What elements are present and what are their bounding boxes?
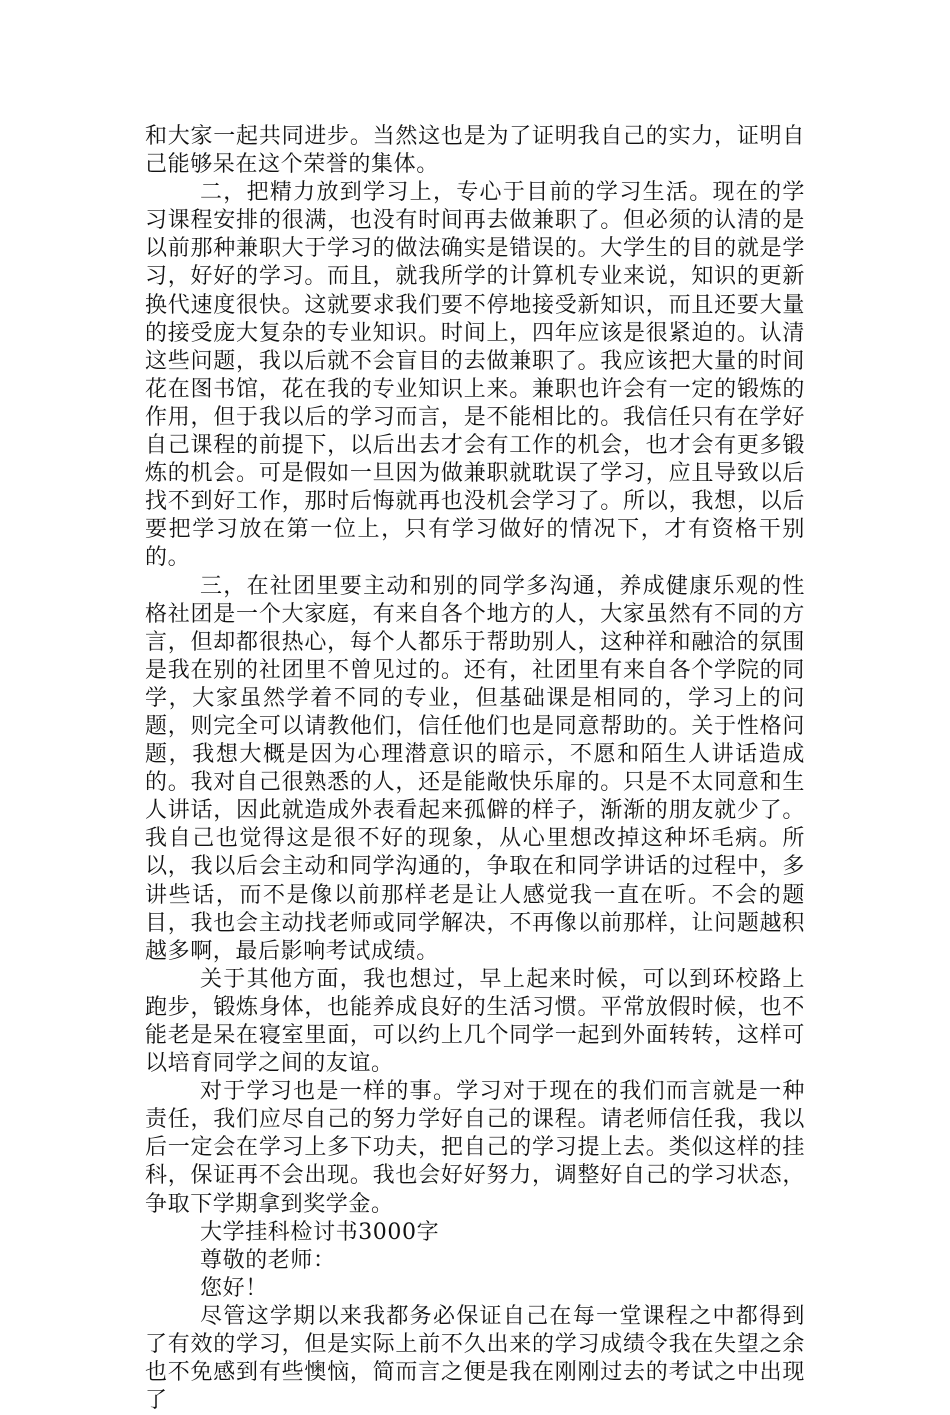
salutation: 尊敬的老师： bbox=[200, 1247, 336, 1273]
document-body bbox=[145, 123, 805, 1415]
paragraph-continuation: 和大家一起共同进步。当然这也是为了证明我自己的实力，证明自己能够呆在这个荣誉的集体。 bbox=[145, 124, 805, 178]
paragraph-study-responsibility: 对于学习也是一样的事。学习对于现在的我们而言就是一种责任，我们应尽自己的努力学好自己的课程。请老师信任我，我以后一定会在学习上多下功夫，把自己的学习提上去。类似这样的挂科，保证再不会出现。我也会好好努力，调整好自己的学习状态，争取下学期拿到奖学金。 bbox=[145, 1079, 805, 1217]
greeting: 您好！ bbox=[200, 1275, 268, 1301]
section-title: 大学挂科检讨书3000字 bbox=[200, 1219, 440, 1245]
paragraph-letter-opening: 尽管这学期以来我都务必保证自己在每一堂课程之中都得到了有效的学习，但是实际上前不久出来的学习成绩令我在失望之余也不免感到有些懊恼，简而言之便是我在刚刚过去的考试之中出现了 bbox=[145, 1303, 805, 1414]
paragraph-study-focus: 二，把精力放到学习上，专心于目前的学习生活。现在的学习课程安排的很满，也没有时间再去做兼职了。但必须的认清的是以前那种兼职大于学习的做法确实是错误的。大学生的目的就是学习，好好的学习。而且，就我所学的计算机专业来说，知识的更新换代速度很快。这就要求我们要不停地接受新知识，而且还要大量的接受庞大复杂的专业知识。时间上，四年应该是很紧迫的。认清这些问题，我以后就不会盲目的去做兼职了。我应该把大量的时间花在图书馆，花在我的专业知识上来。兼职也许会有一定的锻炼的作用，但于我以后的学习而言，是不能相比的。我信任只有在学好自己课程的前提下，以后出去才会有工作的机会，也才会有更多锻炼的机会。可是假如一旦因为做兼职就耽误了学习，应且导致以后找不到好工作，那时后悔就再也没机会学习了。所以，我想，以后要把学习放在第一位上，只有学习做好的情况下，才有资格干别的。 bbox=[145, 180, 805, 571]
paragraph-other-aspects: 关于其他方面，我也想过，早上起来时候，可以到环校路上跑步，锻炼身体，也能养成良好的生活习惯。平常放假时候，也不能老是呆在寝室里面，可以约上几个同学一起到外面转转，这样可以培育同学之间的友谊。 bbox=[145, 966, 805, 1077]
paragraph-club-communication: 三，在社团里要主动和别的同学多沟通，养成健康乐观的性格社团是一个大家庭，有来自各个地方的人，大家虽然有不同的方言，但却都很热心，每个人都乐于帮助别人，这种祥和融洽的氛围是我在别的社团里不曾见过的。还有，社团里有来自各个学院的同学，大家虽然学着不同的专业，但基础课是相同的，学习上的问题，则完全可以请教他们，信任他们也是同意帮助的。关于性格问题，我想大概是因为心理潜意识的暗示，不愿和陌生人讲话造成的。我对自己很熟悉的人，还是能敞快乐扉的。只是不太同意和生人讲话，因此就造成外表看起来孤僻的样子，渐渐的朋友就少了。我自己也觉得这是很不好的现象，从心里想改掉这种坏毛病。所以，我以后会主动和同学沟通的，争取在和同学讲话的过程中，多讲些话，而不是像以前那样老是让人感觉我一直在听。不会的题目，我也会主动找老师或同学解决，不再像以前那样，让问题越积越多啊，最后影响考试成绩。 bbox=[145, 573, 805, 964]
